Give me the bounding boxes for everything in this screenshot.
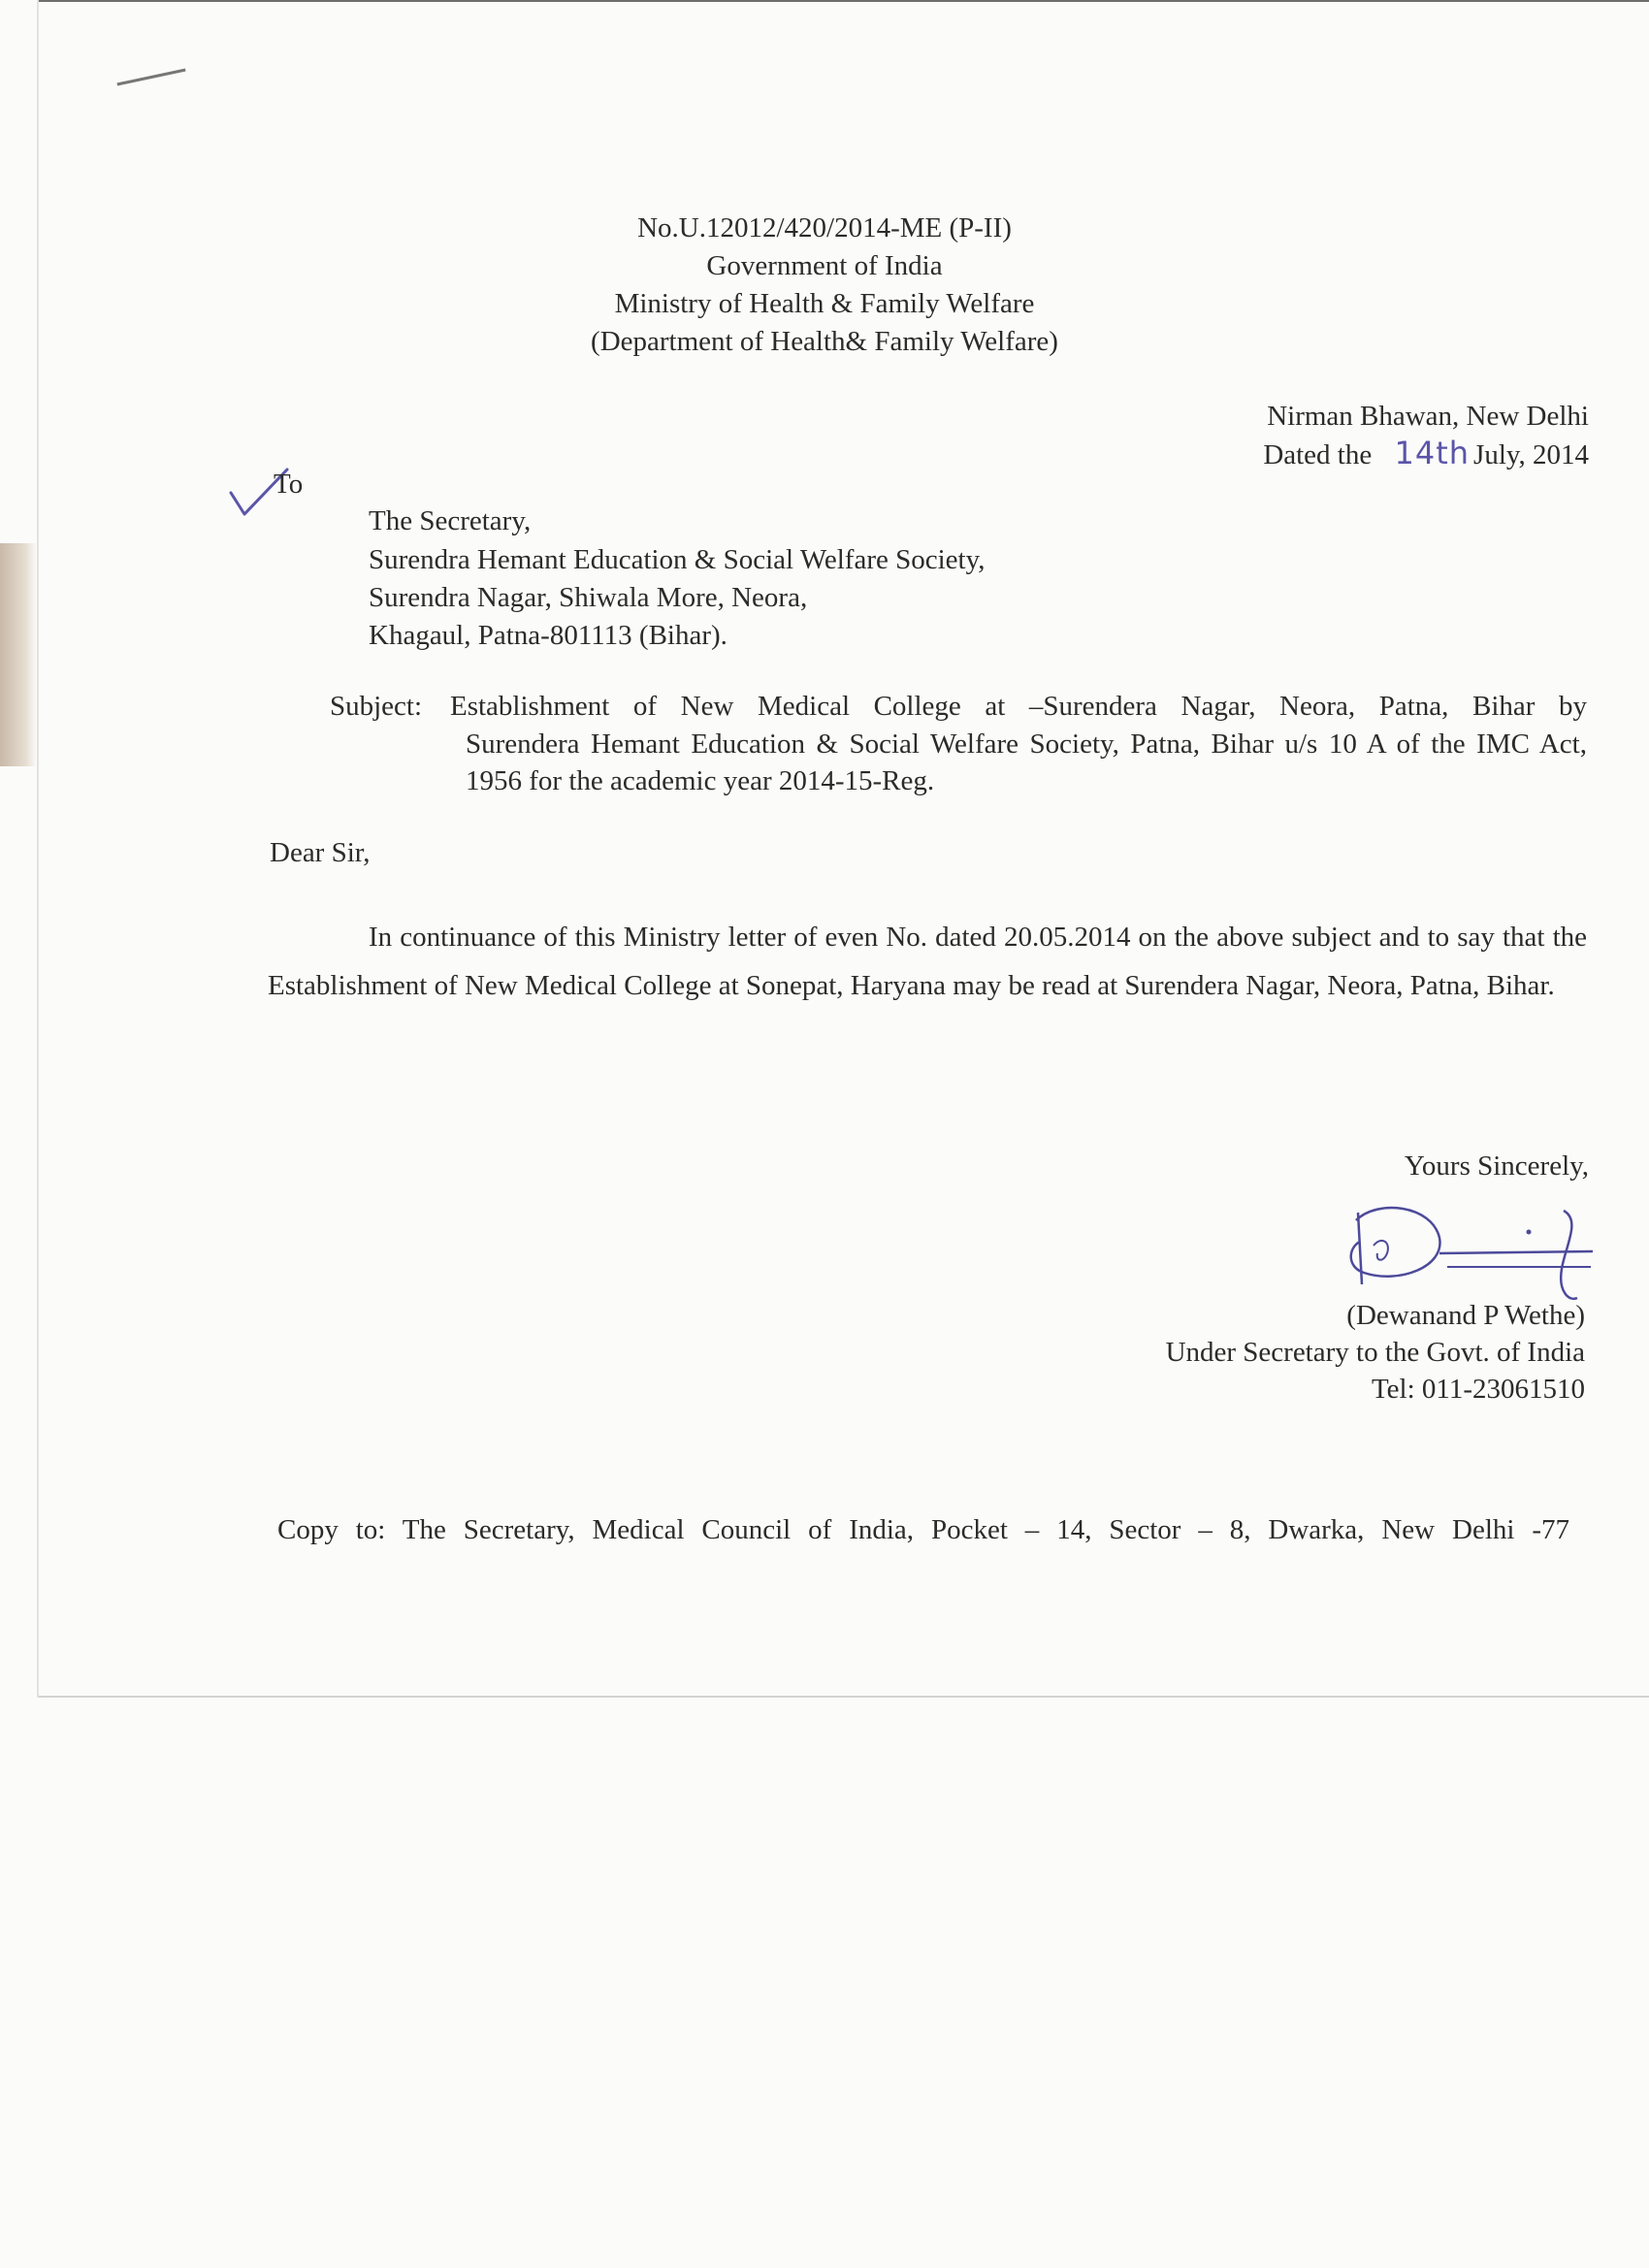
addressee-line-2: Surendra Hemant Education & Social Welfare Society, [369, 544, 986, 575]
salutation: Dear Sir, [270, 837, 371, 868]
addressee-line-1: The Secretary, [369, 505, 532, 536]
department-line: (Department of Health& Family Welfare) [591, 326, 1058, 357]
date-suffix: July, 2014 [1473, 439, 1589, 470]
copy-to: Copy to: The Secretary, Medical Council of India, Pocket – 14, Sector – 8, Dwarka, New Delhi -77 [277, 1514, 1569, 1545]
signature-icon [1339, 1191, 1600, 1308]
date-line [1263, 435, 1589, 473]
fold-line [39, 1696, 1649, 1698]
signatory-designation: Under Secretary to the Govt. of India [1165, 1337, 1585, 1368]
subject-first-line: Establishment of New Medical College at –Surendera Nagar, Neora, Patna, Bihar by [450, 691, 1587, 722]
scan-top-edge [39, 0, 1649, 2]
ministry-line: Ministry of Health & Family Welfare [614, 288, 1035, 319]
scan-shadow [0, 543, 37, 766]
body-paragraph: In continuance of this Ministry letter of even No. dated 20.05.2014 on the above subject and to say that the Establishment of New Medical College at Sonepat, Haryana may be read at Surendera Nagar, Neora, Patna, Bihar. [268, 922, 1587, 1001]
signatory-name: (Dewanand P Wethe) [1346, 1300, 1585, 1331]
date-prefix: Dated the [1263, 439, 1373, 470]
closing: Yours Sincerely, [1404, 1150, 1589, 1182]
subject-label: Subject: [330, 691, 423, 722]
signatory-telephone: Tel: 011-23061510 [1371, 1374, 1585, 1405]
place-line: Nirman Bhawan, New Delhi [1267, 401, 1589, 432]
pen-mark [116, 69, 185, 86]
subject-text: Surendera Hemant Education & Social Welfare Society, Patna, Bihar u/s 10 A of the IMC Act, 1956 for the academic year 2014-15-Reg. [466, 729, 1587, 796]
government-line: Government of India [706, 250, 943, 281]
addressee-line-3: Surendra Nagar, Shiwala More, Neora, [369, 582, 808, 613]
addressee-line-4: Khagaul, Patna-801113 (Bihar). [369, 620, 728, 651]
handwritten-day: 14th [1394, 435, 1471, 471]
reference-number: No.U.12012/420/2014-ME (P-II) [637, 212, 1012, 243]
to-label: To [274, 469, 304, 500]
